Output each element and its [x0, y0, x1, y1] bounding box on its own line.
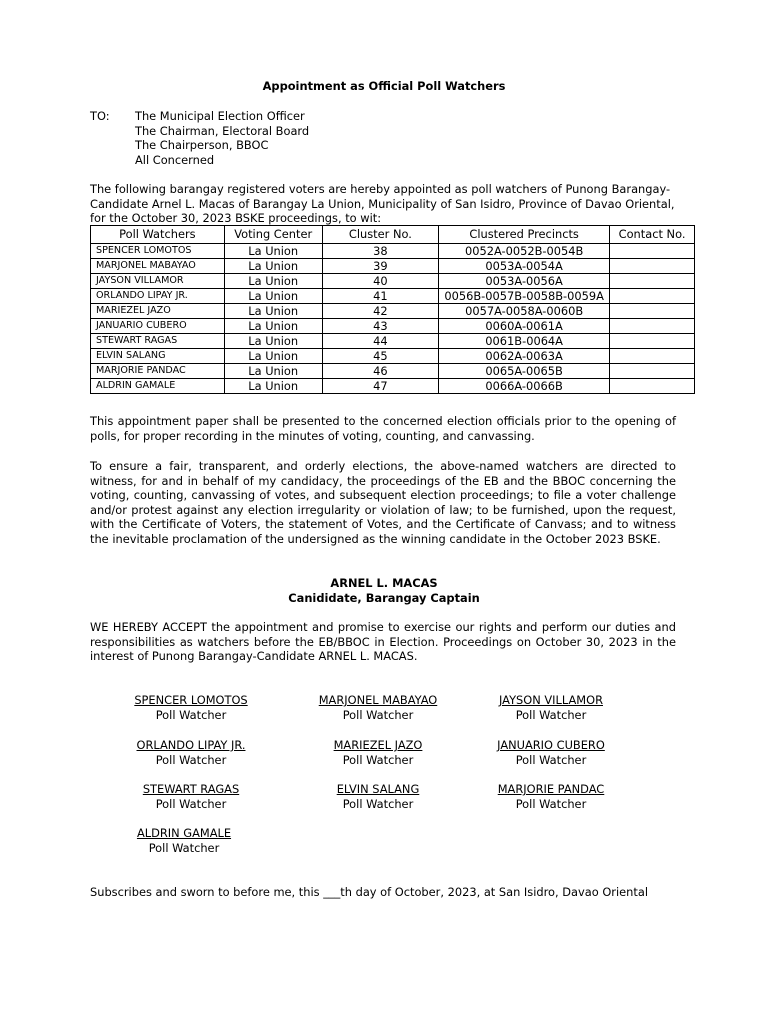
signatory-name: MARIEZEL JAZO: [333, 738, 423, 752]
recipient-line: The Chairman, Electoral Board: [135, 123, 310, 138]
signatory-name: JANUARIO CUBERO: [497, 738, 605, 752]
voting-center-cell: La Union: [224, 349, 322, 364]
cluster-cell: 46: [322, 364, 439, 379]
voting-center-cell: La Union: [224, 364, 322, 379]
precincts-cell: 0057A-0058A-0060B: [439, 304, 610, 319]
watcher-name-cell: SPENCER LOMOTOS: [91, 244, 225, 259]
contact-cell: [610, 244, 695, 259]
recipient-list: [135, 109, 309, 167]
contact-cell: [610, 274, 695, 289]
presentation-paragraph: This appointment paper shall be presented to the concerned election officials prior to the opening of polls, for proper recording in the minutes of voting, counting, and canvassing.: [90, 414, 676, 443]
table-row: [91, 319, 695, 334]
signatory-role: Poll Watcher: [155, 796, 227, 811]
signatory-role: Poll Watcher: [342, 796, 414, 811]
cluster-cell: 47: [322, 379, 439, 394]
header-contact-no: Contact No.: [610, 226, 695, 244]
precincts-cell: 0053A-0056A: [439, 274, 610, 289]
precincts-cell: 0056B-0057B-0058B-0059A: [439, 289, 610, 304]
signatory-name: SPENCER LOMOTOS: [134, 693, 248, 707]
voting-center-cell: La Union: [224, 274, 322, 289]
precincts-cell: 0062A-0063A: [439, 349, 610, 364]
contact-cell: [610, 379, 695, 394]
precincts-cell: 0052A-0052B-0054B: [439, 244, 610, 259]
candidate-name: ARNEL L. MACAS: [330, 576, 438, 590]
cluster-cell: 44: [322, 334, 439, 349]
directive-paragraph: To ensure a fair, transparent, and orderly elections, the above-named watchers are directed to witness, for and in behalf of my candidacy, the proceedings of the EB and the BBOC concerning the voting, counting, canvassing of votes, and subsequent election proceedings; to file a voter challenge and/or protest against any election irregularity or violation of law; to be furnished, upon the request, with the Certificate of Voters, the statement of Votes, and the Certificate of Canvass; and to witness the inevitable proclamation of the undersigned as the winning candidate in the October 2023 BSKE.: [90, 459, 676, 546]
table-row: [91, 364, 695, 379]
intro-paragraph: The following barangay registered voters are hereby appointed as poll watchers of Punong Barangay-Candidate Arnel L. Macas of Barangay La Union, Municipality of San Isidro, Province of Davao Oriental, for the October 30, 2023 BSKE proceedings, to wit:: [90, 182, 675, 226]
table-row: [91, 289, 695, 304]
table-row: [91, 244, 695, 259]
watcher-name-cell: MARIEZEL JAZO: [91, 304, 225, 319]
poll-watchers-table: [90, 225, 695, 394]
cluster-cell: 43: [322, 319, 439, 334]
signatory-role: Poll Watcher: [515, 752, 587, 767]
recipient-line: The Chairperson, BBOC: [135, 138, 269, 153]
signatory-name: ORLANDO LIPAY JR.: [136, 738, 246, 752]
signatory-block: [278, 738, 478, 767]
voting-center-cell: La Union: [224, 379, 322, 394]
recipient-line: The Municipal Election Officer: [135, 109, 305, 123]
signatory-role: Poll Watcher: [342, 752, 414, 767]
header-poll-watchers: Poll Watchers: [91, 226, 225, 244]
watcher-name-cell: STEWART RAGAS: [91, 334, 225, 349]
signatory-name: MARJORIE PANDAC: [497, 782, 605, 796]
voting-center-cell: La Union: [224, 304, 322, 319]
signatory-role: Poll Watcher: [515, 707, 587, 722]
table-row: [91, 334, 695, 349]
voting-center-cell: La Union: [224, 244, 322, 259]
signatory-block: [278, 782, 478, 811]
signatory-name: ALDRIN GAMALE: [136, 826, 232, 840]
contact-cell: [610, 334, 695, 349]
watcher-name-cell: ALDRIN GAMALE: [91, 379, 225, 394]
cluster-cell: 38: [322, 244, 439, 259]
acceptance-paragraph: WE HEREBY ACCEPT the appointment and promise to exercise our rights and perform our duties and responsibilities as watchers before the EB/BBOC in Election. Proceedings on October 30, 2023 in the interest of Punong Barangay-Candidate ARNEL L. MACAS.: [90, 620, 676, 664]
signatory-block: [91, 738, 291, 767]
contact-cell: [610, 349, 695, 364]
contact-cell: [610, 259, 695, 274]
table-header-row: [91, 226, 695, 244]
voting-center-cell: La Union: [224, 289, 322, 304]
watcher-name-cell: JAYSON VILLAMOR: [91, 274, 225, 289]
cluster-cell: 42: [322, 304, 439, 319]
signatory-role: Poll Watcher: [155, 752, 227, 767]
to-label: TO:: [90, 109, 110, 123]
signatory-role: Poll Watcher: [342, 707, 414, 722]
table-row: [91, 274, 695, 289]
watcher-name-cell: ELVIN SALANG: [91, 349, 225, 364]
watcher-name-cell: ORLANDO LIPAY JR.: [91, 289, 225, 304]
precincts-cell: 0053A-0054A: [439, 259, 610, 274]
voting-center-cell: La Union: [224, 334, 322, 349]
signatory-name: JAYSON VILLAMOR: [499, 693, 603, 707]
precincts-cell: 0061B-0064A: [439, 334, 610, 349]
signatory-block: [91, 782, 291, 811]
signatory-block: [451, 782, 651, 811]
signatory-block: [84, 826, 284, 855]
watcher-name-cell: MARJONEL MABAYAO: [91, 259, 225, 274]
precincts-cell: 0066A-0066B: [439, 379, 610, 394]
signatory-name: STEWART RAGAS: [142, 782, 240, 796]
watcher-name-cell: JANUARIO CUBERO: [91, 319, 225, 334]
header-clustered-precincts: Clustered Precincts: [439, 226, 610, 244]
precincts-cell: 0060A-0061A: [439, 319, 610, 334]
cluster-cell: 45: [322, 349, 439, 364]
contact-cell: [610, 364, 695, 379]
signatory-role: Poll Watcher: [515, 796, 587, 811]
signatory-block: [451, 738, 651, 767]
document-title: Appointment as Official Poll Watchers: [262, 79, 506, 93]
precincts-cell: 0065A-0065B: [439, 364, 610, 379]
table-row: [91, 349, 695, 364]
oath-footer: Subscribes and sworn to before me, this ___th day of October, 2023, at San Isidro, Davao Oriental: [90, 885, 648, 899]
signatory-block: [451, 693, 651, 722]
header-cluster-no: Cluster No.: [322, 226, 439, 244]
candidate-title: Canididate, Barangay Captain: [288, 591, 480, 605]
watcher-name-cell: MARJORIE PANDAC: [91, 364, 225, 379]
signatory-block: [278, 693, 478, 722]
signatory-role: Poll Watcher: [148, 840, 220, 855]
signatory-block: [91, 693, 291, 722]
cluster-cell: 39: [322, 259, 439, 274]
signatory-name: ELVIN SALANG: [336, 782, 420, 796]
voting-center-cell: La Union: [224, 319, 322, 334]
table-row: [91, 259, 695, 274]
header-voting-center: Voting Center: [224, 226, 322, 244]
table-row: [91, 379, 695, 394]
cluster-cell: 41: [322, 289, 439, 304]
contact-cell: [610, 319, 695, 334]
recipient-line: All Concerned: [135, 152, 215, 167]
cluster-cell: 40: [322, 274, 439, 289]
table-row: [91, 304, 695, 319]
candidate-signature-block: [0, 576, 768, 606]
signatory-name: MARJONEL MABAYAO: [318, 693, 438, 707]
voting-center-cell: La Union: [224, 259, 322, 274]
signatory-role: Poll Watcher: [155, 707, 227, 722]
contact-cell: [610, 289, 695, 304]
contact-cell: [610, 304, 695, 319]
